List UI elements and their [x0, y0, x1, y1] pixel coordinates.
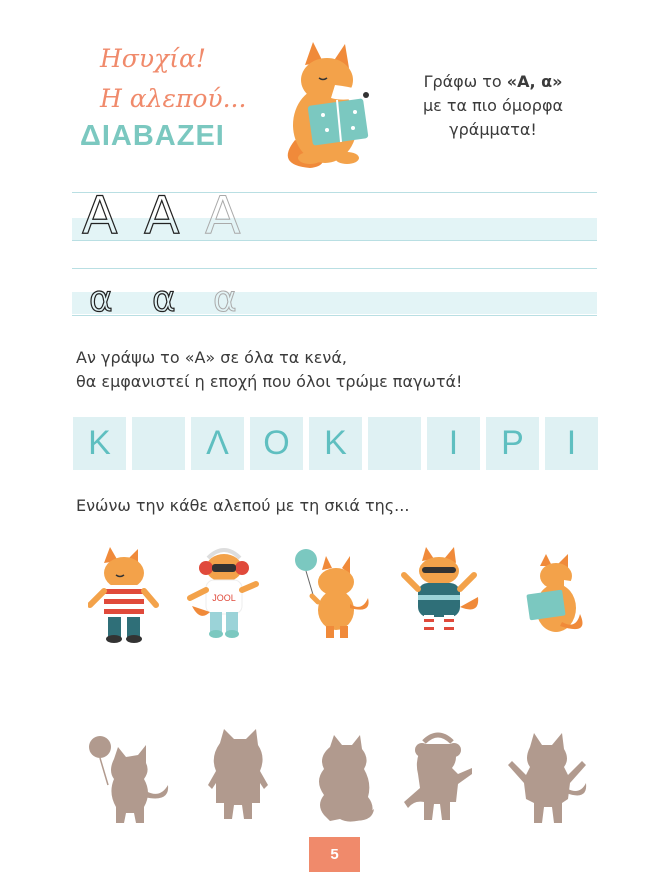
trace-lower-a-3: α — [213, 279, 237, 320]
title-line-2: Η αλεπού... — [100, 84, 247, 113]
shadow-balloon[interactable] — [88, 733, 172, 825]
instruction-line-2: με τα πιο όμορφα — [422, 96, 564, 115]
puzzle-line-2: θα εμφανιστεί η εποχή που όλοι τρώμε παγωτά! — [76, 372, 463, 391]
letter-box-1: Κ — [73, 417, 126, 470]
letter-box-8: Ρ — [486, 417, 539, 470]
letter-box-5: Κ — [309, 417, 362, 470]
writing-instruction — [418, 70, 568, 142]
fox-badge-text: JOOL — [212, 593, 236, 603]
letter-box-9: Ι — [545, 417, 598, 470]
instruction-letters: «Α, α» — [506, 72, 563, 91]
shadow-reading-book[interactable] — [310, 733, 378, 825]
letter-box-6-blank[interactable] — [368, 417, 421, 470]
instruction-line-3: γράμματα! — [449, 120, 537, 139]
instruction-prefix: Γράφω το — [423, 72, 507, 91]
trace-upper-a-1: A — [82, 186, 118, 246]
trace-lower-a-1: α — [89, 279, 113, 320]
puzzle-line-1: Αν γράψω το «Α» σε όλα τα κενά, — [76, 348, 347, 367]
puzzle-instruction — [76, 346, 462, 394]
trace-upper-a-2: A — [144, 186, 180, 246]
page-number: 5 — [309, 837, 360, 872]
title-line-1: Ησυχία! — [100, 44, 206, 73]
trace-upper-a-3: A — [205, 186, 241, 246]
shadow-waving[interactable] — [506, 733, 588, 825]
letter-box-7: Ι — [427, 417, 480, 470]
fox-reading-figure[interactable] — [520, 552, 586, 642]
shadow-striped-shirt[interactable] — [202, 727, 274, 825]
title-line-3: ΔΙΑΒΑΖΕΙ — [80, 120, 225, 152]
matching-instruction: Ενώνω την κάθε αλεπού με τη σκιά της... — [76, 496, 410, 515]
fox-striped-shirt-figure[interactable] — [88, 545, 160, 645]
fox-waving-figure[interactable] — [398, 547, 480, 641]
shadow-headphones[interactable] — [400, 730, 476, 826]
fox-headphones-figure[interactable] — [186, 546, 262, 642]
letter-box-2-blank[interactable] — [132, 417, 185, 470]
letter-box-4: Ο — [250, 417, 303, 470]
letter-box-3: Λ — [191, 417, 244, 470]
trace-lower-a-2: α — [152, 279, 176, 320]
fox-balloon-figure[interactable] — [292, 548, 374, 640]
reading-fox-illustration — [275, 40, 375, 170]
